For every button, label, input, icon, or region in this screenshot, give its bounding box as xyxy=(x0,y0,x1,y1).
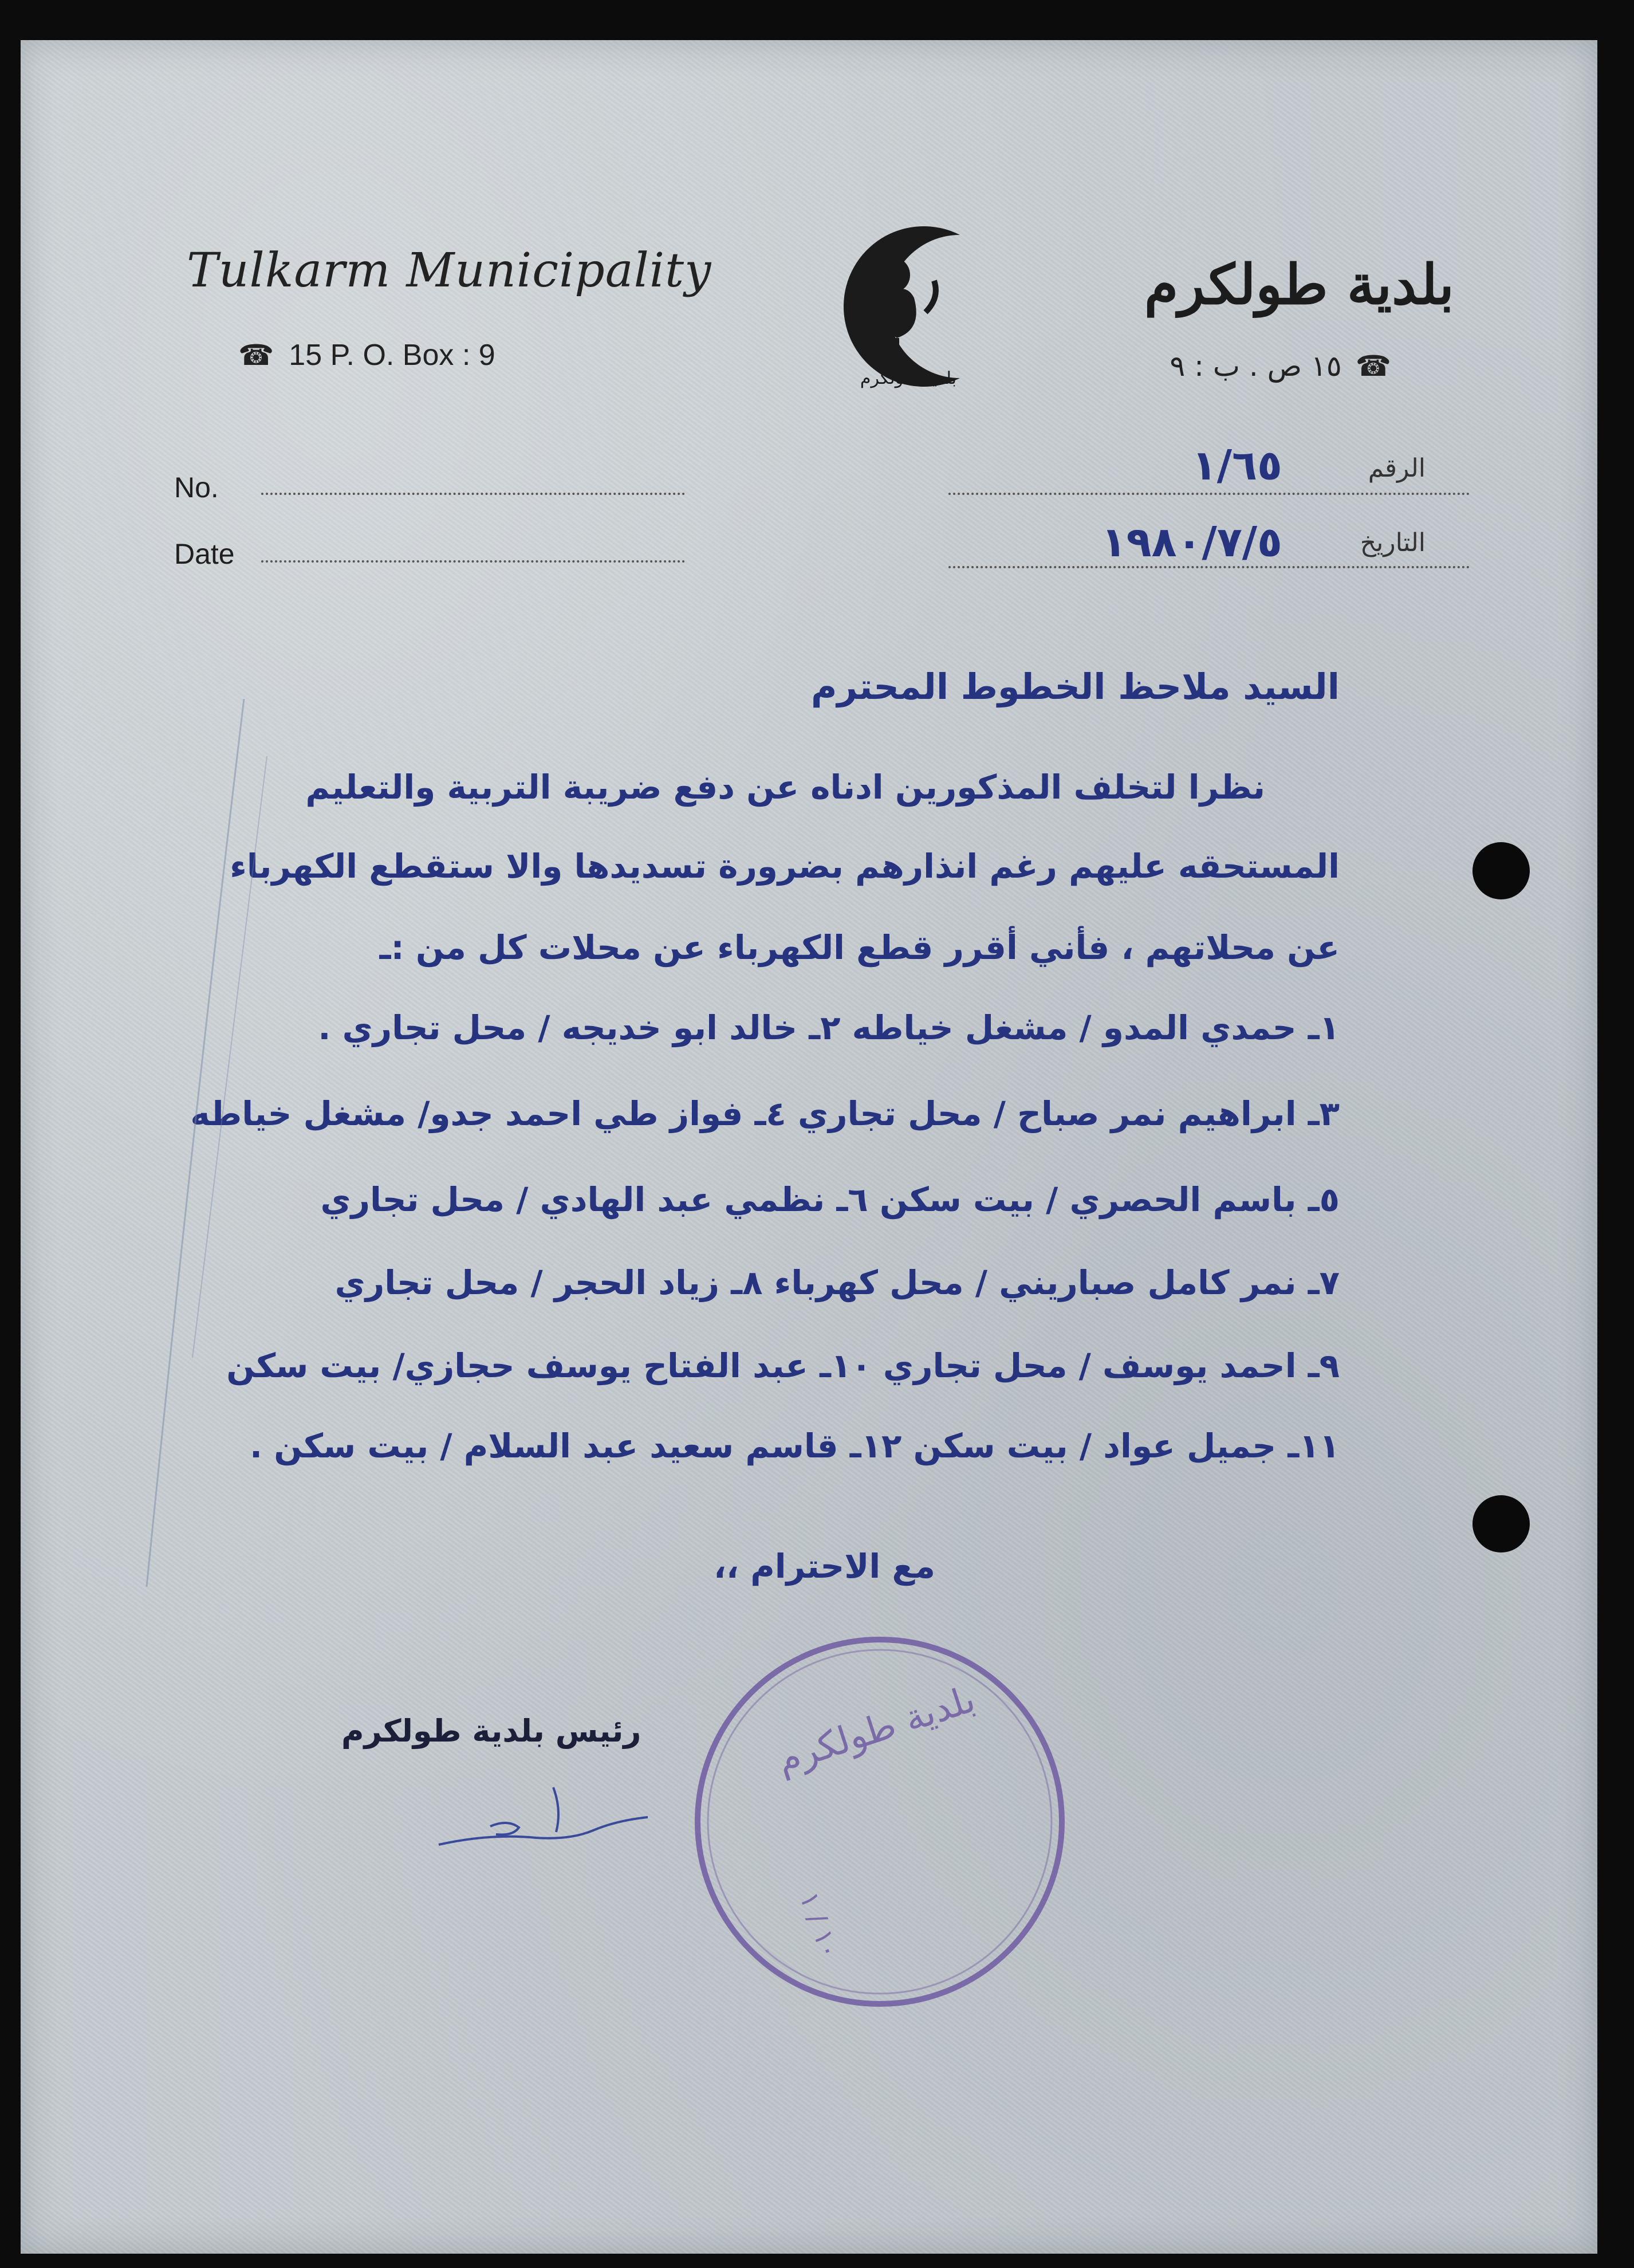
list-item: ٣ـ ابراهيم نمر صباح / محل تجاري ٤ـ فواز طي احمد جدو/ مشغل خياطه xyxy=(190,1094,1340,1133)
salutation: السيد ملاحظ الخطوط المحترم xyxy=(810,666,1340,707)
letterhead-english-name: Tulkarm Municipality xyxy=(187,243,712,298)
stamp-date: ١٠ / ١ xyxy=(793,1888,846,1963)
list-item: ٥ـ باسم الحصري / بيت سكن ٦ـ نظمي عبد الهادي / محل تجاري xyxy=(320,1180,1340,1219)
letterhead-english-contact xyxy=(238,338,495,372)
list-item: ٧ـ نمر كامل صباريني / محل كهرباء ٨ـ زياد الحجر / محل تجاري xyxy=(334,1263,1340,1302)
reference-label-arabic: الرقم xyxy=(1368,454,1426,483)
municipality-logo xyxy=(817,212,1006,401)
date-dotted-line xyxy=(261,560,685,563)
signature-title: رئيس بلدية طولكرم xyxy=(341,1713,641,1749)
paragraph-line: المستحقه عليهم رغم انذارهم بضرورة تسديدها والا ستقطع الكهرباء xyxy=(230,847,1340,886)
letter-paper xyxy=(21,40,1597,2254)
letterhead-arabic-name: بلدية طولكرم xyxy=(1144,252,1454,317)
logo-text: بلدية طولكرم xyxy=(860,368,957,388)
list-item: ١١ـ جميل عواد / بيت سكن ١٢ـ قاسم سعيد عبد السلام / بيت سكن . xyxy=(249,1426,1340,1465)
date-label: Date xyxy=(174,538,235,570)
letterhead-arabic-phone: ١٥ ص . ب : ٩ xyxy=(1170,349,1342,383)
paragraph-line: عن محلاتهم ، فأني أقرر قطع الكهرباء عن محلات كل من :ـ xyxy=(379,928,1340,967)
reference-number: ١/٦٥ xyxy=(1191,441,1282,489)
handwritten-signature xyxy=(422,1764,662,1862)
telephone-icon: ☎ xyxy=(1355,349,1391,383)
list-item: ٩ـ احمد يوسف / محل تجاري ١٠ـ عبد الفتاح يوسف حجازي/ بيت سكن xyxy=(226,1346,1340,1385)
punch-hole xyxy=(1472,1495,1530,1552)
date-arabic-dotted-line xyxy=(948,566,1470,568)
reference-dotted-line xyxy=(948,493,1470,495)
stamp-text: بلدية طولكرم xyxy=(771,1678,981,1782)
date-value: ١٩٨٠/٧/٥ xyxy=(1101,518,1282,566)
municipal-stamp xyxy=(685,1627,1074,2017)
letterhead-english-phone: 15 P. O. Box : 9 xyxy=(289,339,495,372)
punch-hole xyxy=(1472,842,1530,899)
letterhead-arabic-contact xyxy=(1170,349,1391,383)
date-label-arabic: التاريخ xyxy=(1360,528,1426,557)
no-dotted-line xyxy=(261,493,685,495)
telephone-icon: ☎ xyxy=(238,339,274,371)
list-item: ١ـ حمدي المدو / مشغل خياطه ٢ـ خالد ابو خديجه / محل تجاري . xyxy=(318,1008,1340,1047)
closing: مع الاحترام ،، xyxy=(714,1547,935,1586)
paragraph-line: نظرا لتخلف المذكورين ادناه عن دفع ضريبة التربية والتعليم xyxy=(305,768,1265,807)
no-label: No. xyxy=(174,471,219,504)
